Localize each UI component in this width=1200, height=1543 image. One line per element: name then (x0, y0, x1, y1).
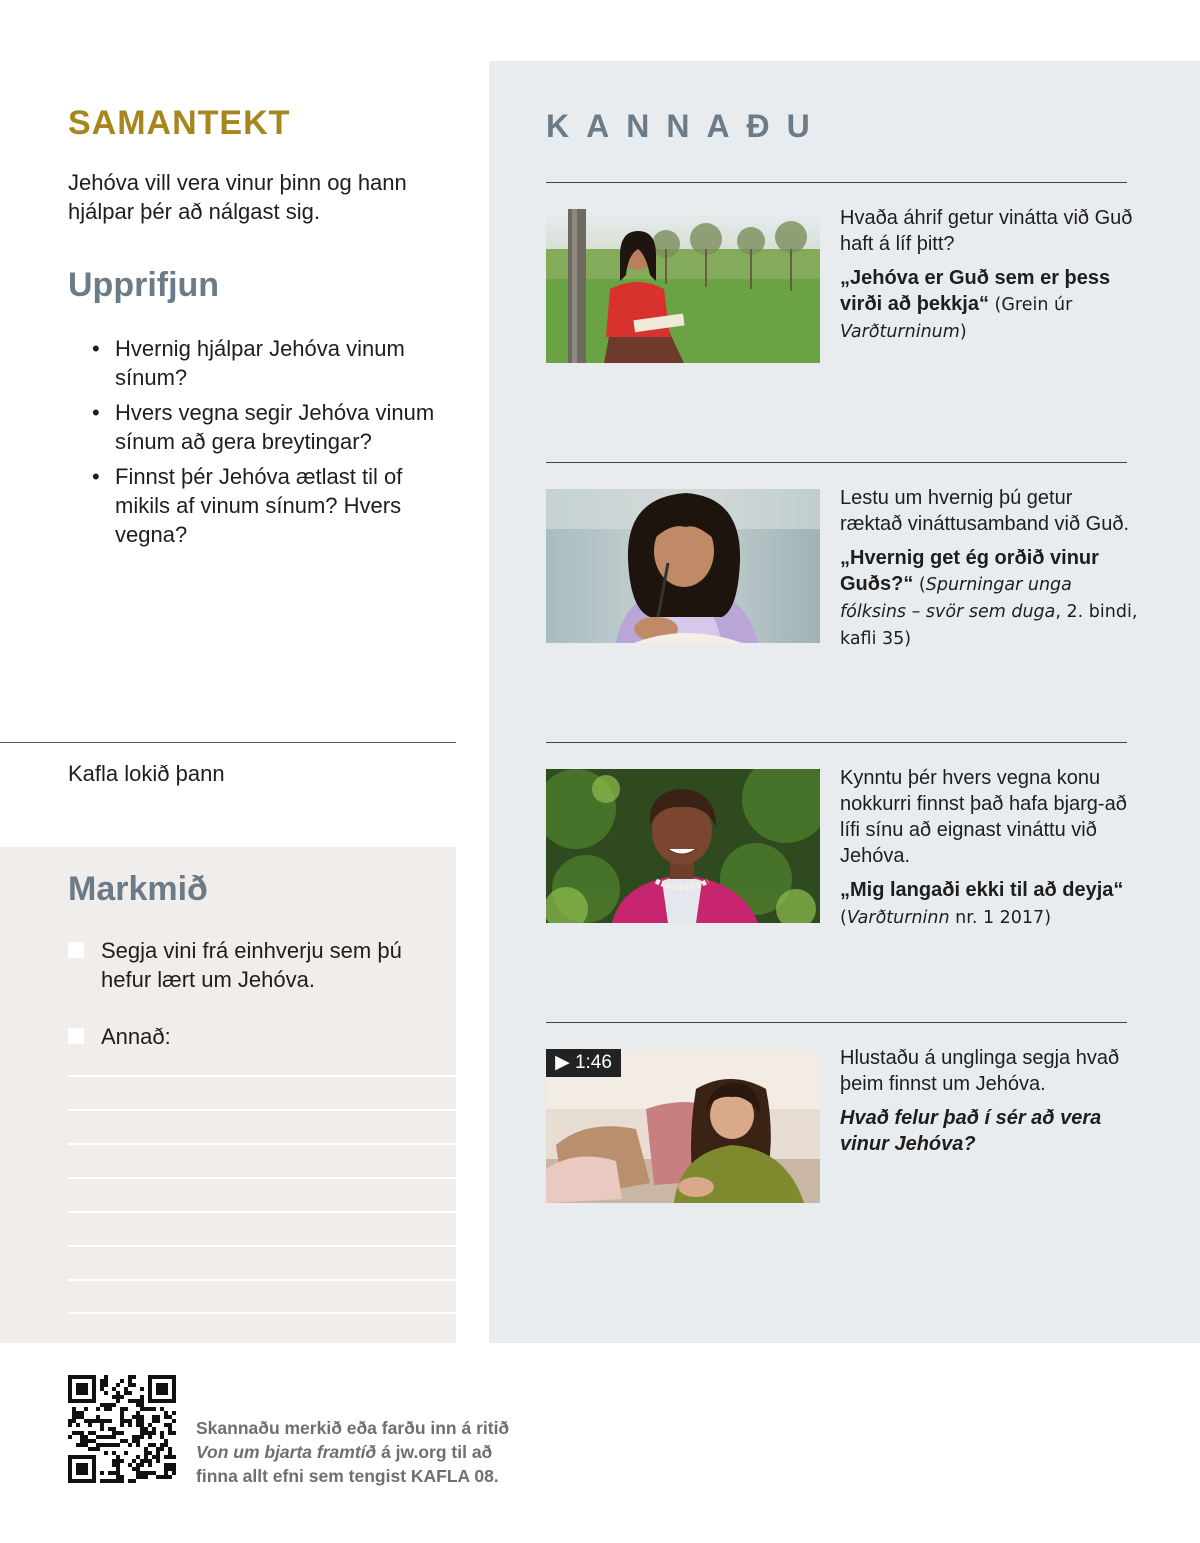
card-reference-source: ( (913, 575, 926, 595)
card-reference-link[interactable] (840, 265, 1140, 345)
card-reference-title[interactable]: „Jehóva er Guð sem er þess virði að þekkja“ (840, 267, 1111, 315)
writing-line[interactable] (68, 1177, 456, 1179)
qr-code-icon[interactable] (68, 1375, 176, 1483)
card-reference-link[interactable] (840, 877, 1140, 931)
card-description (840, 1045, 1140, 1157)
footer-note (196, 1416, 526, 1488)
card-reference-publication: Varðturninn (846, 908, 950, 928)
goal-panel (0, 847, 456, 1343)
goal-checkbox[interactable] (68, 942, 84, 958)
goal-item-label: Annað: (101, 1024, 171, 1049)
footer-publication: Von um bjarta framtíð (196, 1442, 377, 1462)
review-question: • Finnst þér Jehóva ætlast til of mikils af vinum sínum? Hvers vegna? (92, 462, 462, 549)
card-image-smiling-woman[interactable] (546, 769, 820, 923)
card-description (840, 485, 1140, 652)
divider (546, 742, 1127, 743)
goal-item[interactable] (68, 936, 408, 994)
card-description (840, 765, 1140, 931)
summary-heading: SAMANTEKT (68, 104, 291, 142)
card-reference-source: ) (959, 322, 967, 342)
writing-line[interactable] (68, 1279, 456, 1281)
divider (546, 1022, 1127, 1023)
explore-heading: KANNAÐU (546, 108, 827, 144)
card-reference-source: , 2. bindi, kafli 35) (840, 602, 1138, 649)
video-duration-badge[interactable]: ▶ 1:46 (546, 1049, 621, 1077)
card-description-text: Hlustaðu á unglinga segja hvað þeim finnst um Jehóva. (840, 1047, 1120, 1095)
writing-line[interactable] (68, 1211, 456, 1213)
review-heading: Upprifjun (68, 266, 220, 304)
writing-line[interactable] (68, 1312, 456, 1314)
footer-text: á jw.org til að finna allt efni sem tengist KAFLA 08. (196, 1442, 499, 1486)
card-image-reading-woman[interactable] (546, 489, 820, 643)
writing-line[interactable] (68, 1245, 456, 1247)
card-reference-publication: Spurningar unga fólksins – svör sem duga (840, 575, 1072, 622)
card-reference-source: ( (840, 908, 847, 928)
writing-line[interactable] (68, 1075, 456, 1077)
card-reference-publication: Varðturninum (840, 322, 960, 342)
card-image-orchard[interactable] (546, 209, 820, 363)
card-reference-link[interactable] (840, 545, 1140, 652)
divider (546, 462, 1127, 463)
card-description-text: Kynntu þér hvers vegna konu nokkurri finnst það hafa bjarg-að lífi sínu að eignast vináttu við Jehóva. (840, 767, 1127, 867)
card-reference-link[interactable] (840, 1105, 1140, 1157)
card-description (840, 205, 1140, 345)
card-reference-source: (Grein úr (988, 295, 1073, 315)
goal-checkbox[interactable] (68, 1028, 84, 1044)
card-description-text: Hvaða áhrif getur vinátta við Guð haft á líf þitt? (840, 207, 1133, 255)
writing-line[interactable] (68, 1109, 456, 1111)
goal-item-label: Segja vini frá einhverju sem þú hefur lært um Jehóva. (101, 938, 402, 992)
divider (546, 182, 1127, 183)
chapter-completed-label: Kafla lokið þann (68, 761, 225, 786)
goal-heading: Markmið (68, 870, 208, 908)
card-reference-title[interactable]: „Mig langaði ekki til að deyja“ (840, 879, 1124, 901)
review-question: • Hvers vegna segir Jehóva vinum sínum að gera breytingar? (92, 398, 462, 456)
goal-item-other[interactable] (68, 1022, 408, 1051)
writing-line[interactable] (68, 1143, 456, 1145)
card-reference-title[interactable]: „Hvernig get ég orðið vinur Guðs?“ (840, 547, 1099, 595)
summary-text: Jehóva vill vera vinur þinn og hann hjálpar þér að nálgast sig. (68, 170, 407, 224)
card-reference-source: nr. 1 2017) (949, 908, 1052, 928)
card-reference-title[interactable]: Hvað felur það í sér að vera vinur Jehóva? (840, 1107, 1102, 1155)
divider (0, 742, 456, 743)
review-question-list (92, 334, 462, 555)
review-question: • Hvernig hjálpar Jehóva vinum sínum? (92, 334, 462, 392)
footer-text: Skannaðu merkið eða farðu inn á ritið (196, 1418, 510, 1438)
card-description-text: Lestu um hvernig þú getur ræktað vináttusamband við Guð. (840, 487, 1130, 535)
